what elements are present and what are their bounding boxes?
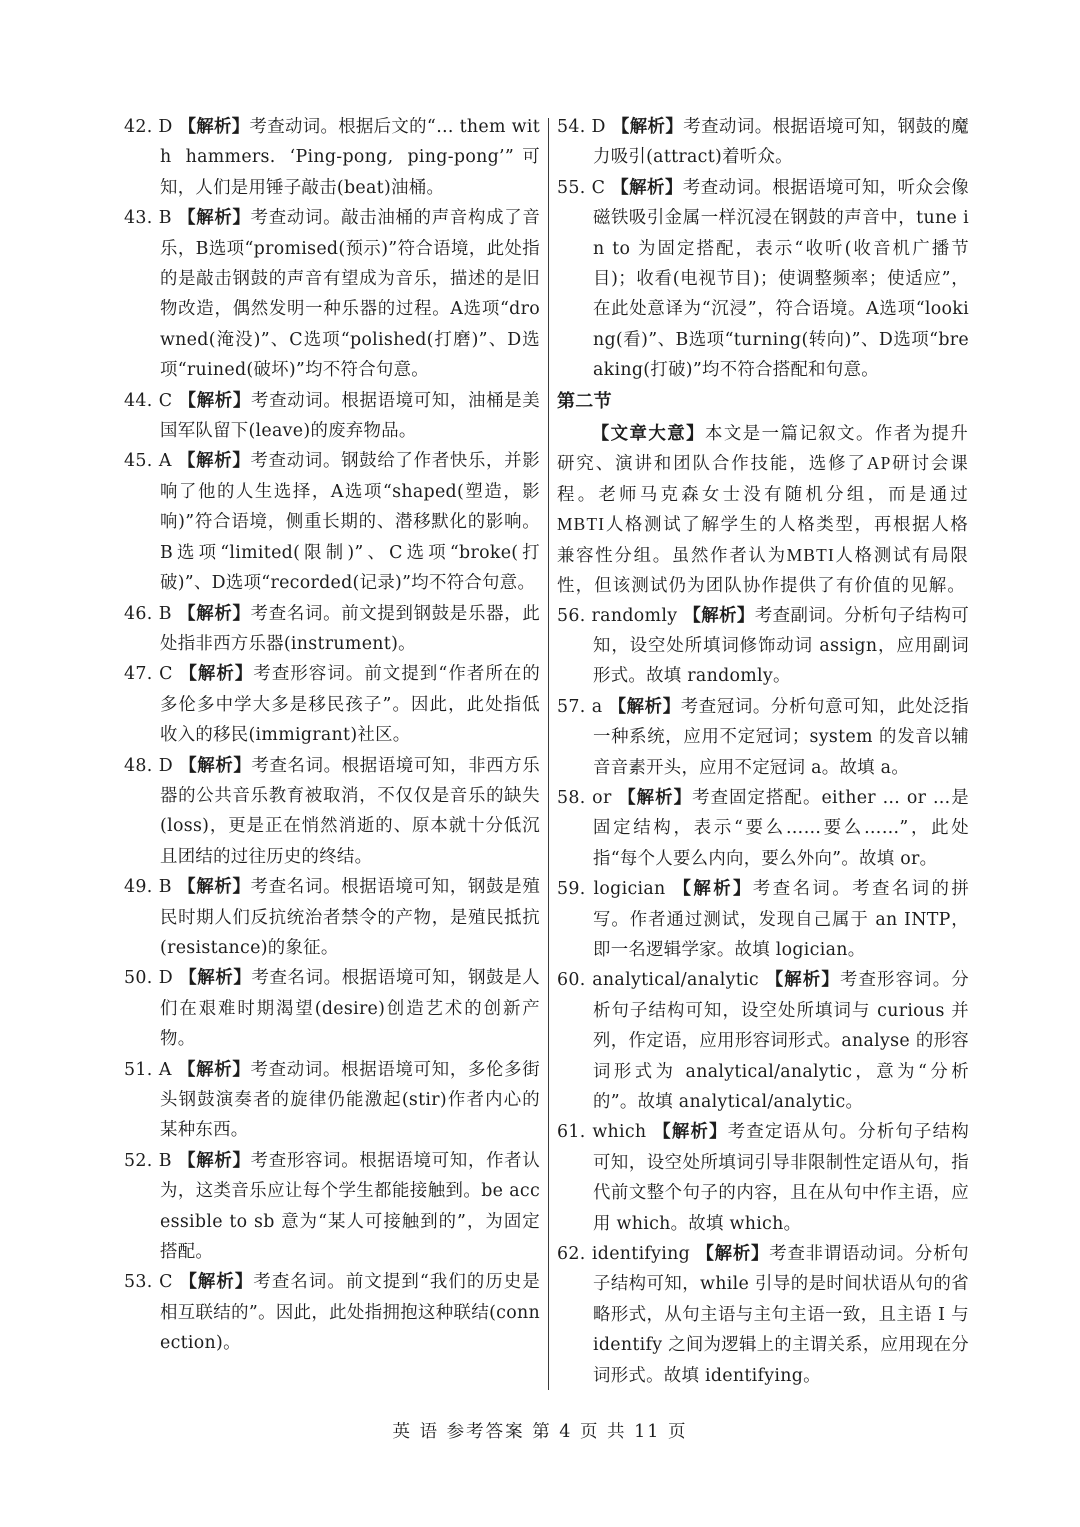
- answer-number: 58. or: [557, 787, 612, 808]
- answer-number: 52. B: [124, 1150, 172, 1171]
- analysis-tag: 【解析】: [178, 877, 251, 898]
- analysis-tag: 【解析】: [765, 970, 840, 991]
- answer-item: [124, 1146, 540, 1268]
- analysis-text: 考查动词。根据语境可知，油桶是美国军队留下(leave)的废弃物品。: [160, 390, 540, 442]
- analysis-tag: 【解析】: [618, 787, 693, 808]
- analysis-text: 考查动词。根据后文的“… them with hammers. ‘Ping-pong, ping-pong’”可知，人们是用锤子敲击(beat)油桶。: [160, 117, 541, 198]
- analysis-text: 考查名词。根据语境可知，钢鼓是人们在艰难时期渴望(desire)创造艺术的创新产物。: [160, 968, 540, 1050]
- analysis-text: 考查非谓语动词。分析句子结构可知，while 引导的是时间状语从句的省略形式，从句主语与主句主语一致，且主语 I 与 identify 之间为逻辑上的主谓关系，应用现在分词形式。故填 identifying。: [593, 1244, 970, 1386]
- analysis-tag: 【解析】: [177, 451, 251, 472]
- answer-item: [124, 203, 540, 385]
- answer-number: 47. C: [124, 664, 173, 685]
- answer-item: [124, 386, 540, 447]
- answer-item: [557, 173, 969, 386]
- answer-number: 43. B: [124, 208, 172, 229]
- answer-number: 45. A: [124, 451, 172, 472]
- analysis-text: 考查名词。前文提到钢鼓是乐器，此处指非西方乐器(instrument)。: [160, 603, 541, 654]
- answer-number: 51. A: [124, 1059, 172, 1080]
- analysis-tag: 【解析】: [608, 696, 681, 717]
- analysis-tag: 【解析】: [178, 1150, 251, 1171]
- answer-number: 55. C: [557, 177, 606, 198]
- analysis-text: 考查定语从句。分析句子结构可知，设空处所填词引导非限制性定语从句，指代前文整个句子的内容，且在从句中作主语，应用 which。故填 which。: [593, 1122, 970, 1234]
- analysis-text: 考查形容词。前文提到“作者所在的多伦多中学大多是移民孩子”。因此，此处指低收入的移民(immigrant)社区。: [160, 664, 541, 746]
- answer-item: [557, 783, 969, 874]
- analysis-text: 考查动词。根据语境可知，听众会像磁铁吸引金属一样沉浸在钢鼓的声音中，tune in to 为固定搭配，表示“收听(收音机广播节目)；收看(电视节目)；使调整频率；使适应”，在此处意译为“沉浸”，符合语境。A选项“looking(看)”、B选项“turning(转向)”、D选项“breaking(打破)”均不符合搭配和句意。: [593, 177, 969, 381]
- answer-number: 61. which: [557, 1122, 647, 1143]
- analysis-text: 考查名词。根据语境可知，钢鼓是殖民时期人们反抗统治者禁令的产物，是殖民抵抗(resistance)的象征。: [160, 877, 541, 958]
- summary-text: 本文是一篇记叙文。作者为提升研究、演讲和团队合作技能，选修了AP研讨会课程。老师马克森女士没有随机分组，而是通过MBTI人格测试了解学生的人格类型，再根据人格兼容性分组。虽然作者认为MBTI人格测试有局限性，但该测试仍为团队协作提供了有价值的见解。: [557, 423, 969, 596]
- right-items-part-two: [557, 601, 969, 1392]
- section-title: 第二节: [557, 390, 612, 412]
- answer-number: 50. D: [124, 968, 173, 989]
- analysis-text: 考查动词。根据语境可知，多伦多街头钢鼓演奏者的旋律仍能激起(stir)作者内心的某种东西。: [160, 1059, 541, 1141]
- answer-item: [557, 1117, 969, 1239]
- analysis-tag: 【解析】: [179, 1272, 254, 1293]
- page-footer: 英 语 参考答案 第 4 页 共 11 页: [392, 1422, 688, 1442]
- analysis-text: 考查形容词。根据语境可知，作者认为，这类音乐应让每个学生都能接触到。be accessible to sb 意为“某人可接触到的”，为固定搭配。: [160, 1150, 541, 1263]
- answer-number: 56. randomly: [557, 605, 678, 626]
- analysis-text: 考查副词。分析句子结构可知，设空处所填词修饰动词 assign，应用副词形式。故填 randomly。: [593, 605, 970, 687]
- analysis-tag: 【解析】: [178, 603, 251, 624]
- answer-item: [124, 112, 540, 203]
- analysis-tag: 【解析】: [696, 1244, 770, 1265]
- answer-item: [124, 599, 540, 660]
- analysis-text: 考查形容词。分析句子结构可知，设空处所填词与 curious 并列，作定语，应用形容词形式。analyse 的形容词形式为 analytical/analytic，意为“分析的”。故填 analytical/analytic。: [593, 970, 969, 1112]
- answer-number: 54. D: [557, 117, 606, 137]
- analysis-tag: 【解析】: [673, 879, 753, 900]
- analysis-text: 考查名词。根据语境可知，非西方乐器的公共音乐教育被取消，不仅仅是音乐的缺失(loss)，更是正在悄然消逝的、原本就十分低沉且团结的过往历史的终结。: [160, 755, 540, 867]
- left-column: [124, 112, 540, 1359]
- answer-item: [557, 601, 969, 692]
- analysis-text: 考查动词。根据语境可知，钢鼓的魔力吸引(attract)着听众。: [593, 117, 969, 168]
- answer-item: [557, 1239, 969, 1391]
- analysis-text: 考查冠词。分析句意可知，此处泛指一种系统，应用不定冠词；system 的发音以辅音音素开头，应用不定冠词 a。故填 a。: [593, 696, 970, 778]
- answer-item: [557, 692, 969, 783]
- right-items-part-one: [557, 112, 969, 386]
- analysis-tag: 【解析】: [178, 208, 251, 229]
- analysis-tag: 【解析】: [683, 605, 755, 626]
- analysis-text: 考查固定搭配。either … or …是固定结构，表示“要么……要么……”，此处指“每个人要么内向，要么外向”。故填 or。: [593, 787, 969, 869]
- answer-number: 44. C: [124, 390, 173, 411]
- answer-item: [124, 659, 540, 750]
- analysis-tag: 【解析】: [179, 968, 252, 989]
- analysis-tag: 【解析】: [178, 390, 251, 411]
- analysis-tag: 【解析】: [653, 1122, 728, 1143]
- answer-item: [557, 874, 969, 965]
- analysis-text: 考查名词。前文提到“我们的历史是相互联结的”。因此，此处指拥抱这种联结(connection)。: [160, 1272, 541, 1354]
- analysis-text: 考查动词。钢鼓给了作者快乐，并影响了他的人生选择，A选项“shaped(塑造，影响)”符合语境，侧重长期的、潜移默化的影响。B选项“limited(限制)”、C选项“broke(打破)”、D选项“recorded(记录)”均不符合句意。: [160, 451, 541, 594]
- answer-item: [124, 1267, 540, 1358]
- column-divider: [548, 118, 549, 1390]
- analysis-tag: 【解析】: [179, 755, 252, 776]
- answer-number: 59. logician: [557, 879, 666, 900]
- answer-number: 49. B: [124, 877, 172, 898]
- answer-item: [557, 112, 969, 173]
- analysis-text: 考查动词。敲击油桶的声音构成了音乐，B选项“promised(预示)”符合语境，此处指的是敲击钢鼓的声音有望成为音乐，描述的是旧物改造，偶然发明一种乐器的过程。A选项“drowned(淹没)”、C选项“polished(打磨)”、D选项“ruined(破坏)”均不符合句意。: [160, 208, 541, 381]
- analysis-tag: 【解析】: [177, 1059, 251, 1080]
- article-summary: [557, 418, 969, 600]
- answer-item: [124, 751, 540, 873]
- answer-number: 46. B: [124, 603, 172, 624]
- answer-number: 62. identifying: [557, 1244, 691, 1265]
- analysis-tag: 【解析】: [179, 664, 254, 685]
- answer-number: 57. a: [557, 696, 603, 717]
- analysis-tag: 【解析】: [611, 177, 683, 198]
- analysis-tag: 【解析】: [611, 117, 684, 137]
- analysis-text: 考查名词。考查名词的拼写。作者通过测试，发现自己属于 an INTP，即一名逻辑学家。故填 logician。: [593, 879, 970, 960]
- answer-item: [124, 1055, 540, 1146]
- answer-number: 48. D: [124, 755, 173, 776]
- summary-tag: 【文章大意】: [591, 423, 706, 444]
- right-column: [557, 112, 969, 1391]
- answer-item: [124, 446, 540, 598]
- analysis-tag: 【解析】: [178, 117, 250, 137]
- answer-item: [124, 963, 540, 1054]
- answer-number: 42. D: [124, 117, 173, 137]
- answer-item: [557, 965, 969, 1117]
- answer-number: 53. C: [124, 1272, 173, 1293]
- answer-number: 60. analytical/analytic: [557, 970, 759, 991]
- answer-item: [124, 872, 540, 963]
